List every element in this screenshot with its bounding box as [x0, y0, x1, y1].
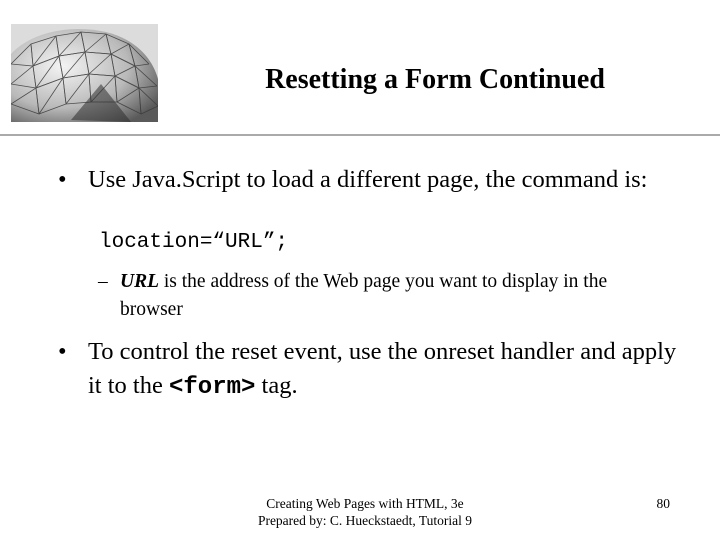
bullet-text-before: To control the reset event, use the onreset handler and apply it to the [88, 338, 677, 399]
footer-line-2: Prepared by: C. Hueckstaedt, Tutorial 9 [257, 513, 473, 528]
sub-bullet-item [98, 268, 638, 324]
sub-bullet-text [120, 268, 638, 324]
geodesic-dome-logo-image [11, 24, 158, 122]
sub-bullet-marker: – [98, 271, 108, 292]
slide-footer [230, 495, 500, 529]
code-example: location=“URL”; [99, 231, 289, 254]
bullet-text: Use Java.Script to load a different page, the command is: [88, 166, 648, 193]
title-divider [0, 134, 720, 136]
page-number: 80 [656, 496, 670, 511]
sub-bullet-body: is the address of the Web page you want to display in the browser [120, 271, 608, 320]
bullet-item [58, 163, 678, 197]
form-tag-code: <form> [168, 374, 256, 401]
url-emphasis: URL [120, 271, 159, 292]
bullet-marker: • [58, 338, 67, 365]
bullet-item [58, 335, 678, 405]
bullet-marker: • [58, 166, 67, 193]
bullet-text [88, 335, 678, 405]
geodesic-dome-icon [11, 24, 158, 122]
slide-title: Resetting a Form Continued [265, 64, 605, 95]
bullet-text-after: tag. [255, 372, 298, 399]
footer-line-1: Creating Web Pages with HTML, 3e [266, 496, 464, 511]
